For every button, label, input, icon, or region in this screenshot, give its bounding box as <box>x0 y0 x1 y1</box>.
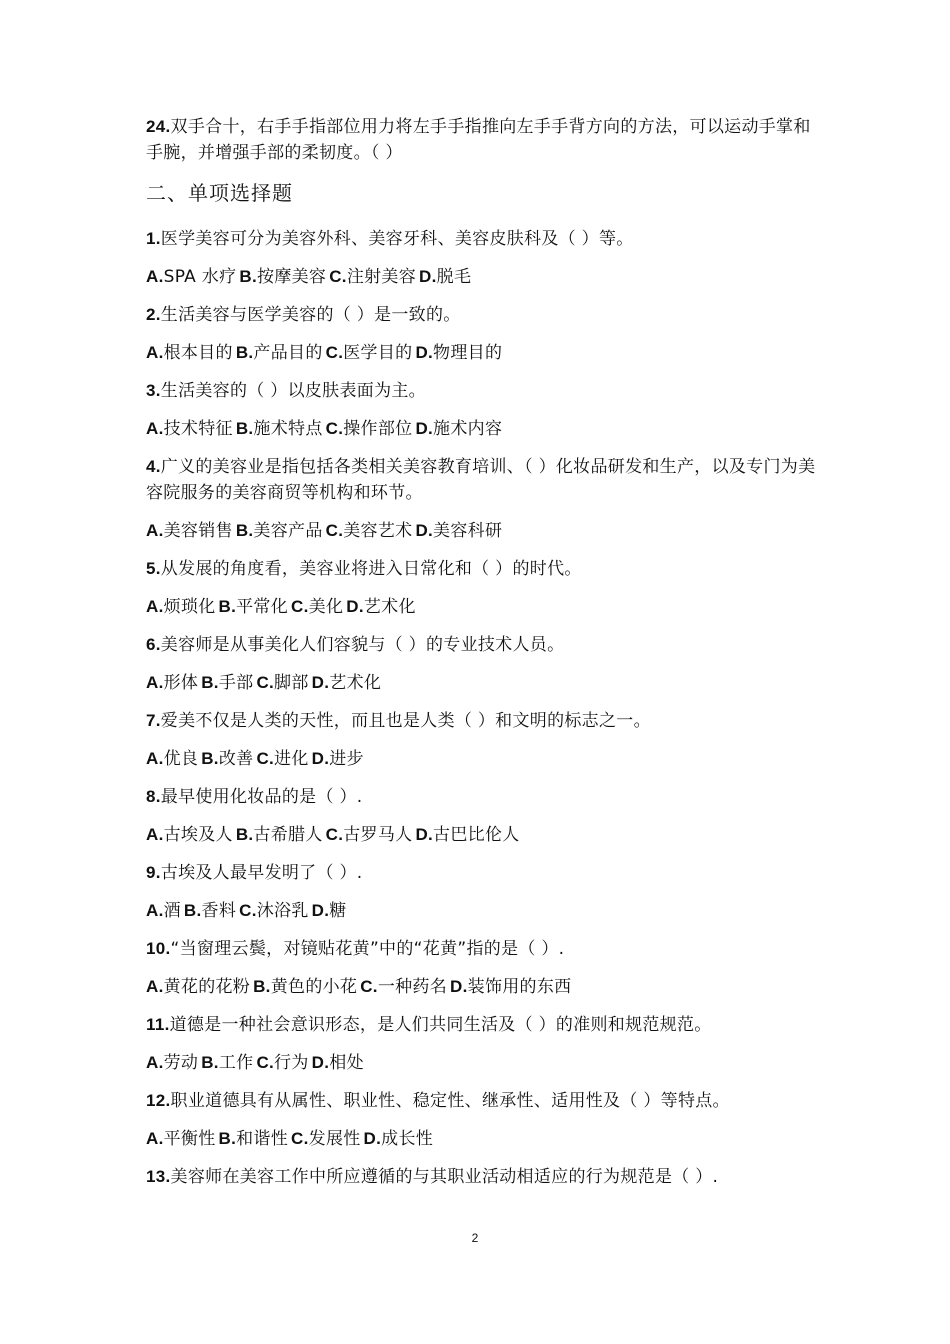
answer-option <box>146 419 233 439</box>
option-letter: D. <box>311 1053 330 1072</box>
option-text: 劳动 <box>163 1053 199 1073</box>
option-text: 进化 <box>274 749 309 769</box>
question-text: 美容师是从事美化人们容貌与（ ）的专业技术人员。 <box>160 635 565 655</box>
option-text: 平常化 <box>236 597 289 617</box>
option-letter: C. <box>325 521 344 540</box>
option-text: 烦琐化 <box>163 597 216 617</box>
question-number: 7. <box>146 711 161 730</box>
option-text: 古罗马人 <box>343 825 413 845</box>
answer-option <box>146 977 250 997</box>
answer-option <box>146 825 233 845</box>
option-letter: B. <box>218 1129 237 1148</box>
answer-option <box>450 977 571 997</box>
question-number: 4. <box>146 457 161 476</box>
answer-option <box>146 343 233 363</box>
option-letter: D. <box>311 749 330 768</box>
question-number: 2. <box>146 305 161 324</box>
option-text: 施术内容 <box>433 419 503 439</box>
answer-option <box>239 267 326 287</box>
question-number: 24. <box>146 117 171 136</box>
answer-option <box>326 419 413 439</box>
option-text: 香料 <box>201 901 237 921</box>
option-text: 技术特征 <box>163 419 233 439</box>
question-number: 3. <box>146 381 161 400</box>
answer-option <box>146 749 198 769</box>
option-text: 平衡性 <box>163 1129 216 1149</box>
option-letter: A. <box>146 1129 164 1148</box>
question-number: 6. <box>146 635 161 654</box>
answer-option <box>146 901 181 921</box>
answer-option <box>326 521 413 541</box>
option-text: 产品目的 <box>253 343 323 363</box>
answer-option <box>146 1129 216 1149</box>
answer-option <box>312 673 382 693</box>
question-text: 职业道德具有从属性、职业性、稳定性、继承性、适用性及（ ）等特点。 <box>170 1091 730 1111</box>
answer-options <box>146 340 816 366</box>
answer-option <box>291 1129 361 1149</box>
option-letter: C. <box>360 977 378 996</box>
option-letter: B. <box>235 825 254 844</box>
option-letter: B. <box>239 267 258 286</box>
answer-option <box>326 825 413 845</box>
question-number: 13. <box>146 1167 171 1186</box>
option-text: 美容科研 <box>433 521 503 541</box>
option-text: 改善 <box>218 749 254 769</box>
answer-option <box>346 597 416 617</box>
option-text: 施术特点 <box>253 419 323 439</box>
option-letter: B. <box>201 1053 219 1072</box>
option-letter: B. <box>218 597 237 616</box>
option-letter: D. <box>311 673 330 692</box>
option-text: 医学目的 <box>343 343 413 363</box>
option-letter: A. <box>146 749 164 768</box>
answer-option <box>256 749 308 769</box>
option-text: 操作部位 <box>343 419 413 439</box>
question-number: 11. <box>146 1015 170 1034</box>
option-text: 物理目的 <box>433 343 503 363</box>
option-letter: C. <box>329 267 347 286</box>
option-letter: A. <box>146 597 164 616</box>
page-number: 2 <box>471 1231 479 1245</box>
answer-option <box>146 521 233 541</box>
option-letter: C. <box>325 419 344 438</box>
answer-option <box>415 419 502 439</box>
answer-option <box>239 901 309 921</box>
answer-options <box>146 746 816 772</box>
option-letter: B. <box>201 673 219 692</box>
answer-options <box>146 974 816 1000</box>
option-letter: B. <box>253 977 271 996</box>
answer-option <box>415 825 519 845</box>
answer-option <box>201 673 253 693</box>
answer-option <box>312 1053 364 1073</box>
option-letter: D. <box>346 597 364 616</box>
option-letter: D. <box>419 267 437 286</box>
question-text: 医学美容可分为美容外科、美容牙科、美容皮肤科及（ ）等。 <box>160 229 634 249</box>
option-letter: C. <box>239 901 257 920</box>
option-text: 进步 <box>329 749 364 769</box>
question-item <box>146 1012 816 1038</box>
option-text: 古埃及人 <box>163 825 233 845</box>
question-text: 古埃及人最早发明了（ ）. <box>160 863 363 883</box>
answer-options <box>146 264 816 290</box>
option-text: 美容销售 <box>163 521 233 541</box>
option-text: 相处 <box>329 1053 364 1073</box>
question-number: 9. <box>146 863 161 882</box>
option-letter: D. <box>415 521 434 540</box>
option-letter: A. <box>146 673 164 692</box>
answer-option <box>360 977 447 997</box>
option-letter: A. <box>146 419 164 438</box>
question-text: 道德是一种社会意识形态，是人们共同生活及（ ）的准则和规范规范。 <box>169 1015 712 1035</box>
question-item <box>146 860 816 886</box>
question-item <box>146 1088 816 1114</box>
answer-option <box>236 825 323 845</box>
option-text: 美容产品 <box>253 521 323 541</box>
answer-option <box>184 901 236 921</box>
option-letter: D. <box>415 419 434 438</box>
answer-options <box>146 594 816 620</box>
option-letter: B. <box>235 521 254 540</box>
answer-option <box>364 1129 434 1149</box>
option-letter: A. <box>146 521 164 540</box>
answer-option <box>146 673 198 693</box>
question-text: 爱美不仅是人类的天性，而且也是人类（ ）和文明的标志之一。 <box>160 711 651 731</box>
option-text: 成长性 <box>381 1129 434 1149</box>
answer-option <box>201 1053 253 1073</box>
question-item <box>146 226 816 252</box>
option-letter: D. <box>363 1129 382 1148</box>
option-letter: C. <box>291 597 309 616</box>
option-letter: A. <box>146 1053 164 1072</box>
answer-options <box>146 416 816 442</box>
option-letter: A. <box>146 901 164 920</box>
question-text: 生活美容与医学美容的（ ）是一致的。 <box>160 305 461 325</box>
question-text: 美容师在美容工作中所应遵循的与其职业活动相适应的行为规范是（ ）. <box>170 1167 719 1187</box>
answer-options <box>146 1050 816 1076</box>
option-letter: B. <box>235 419 254 438</box>
answer-option <box>219 1129 289 1149</box>
option-text: 古巴比伦人 <box>433 825 520 845</box>
option-letter: C. <box>291 1129 309 1148</box>
answer-options <box>146 898 816 924</box>
option-letter: C. <box>325 825 344 844</box>
question-number: 10. <box>146 939 171 958</box>
question-24 <box>146 114 816 166</box>
answer-option <box>256 673 308 693</box>
option-letter: A. <box>146 825 164 844</box>
question-text: 广义的美容业是指包括各类相关美容教育培训、（ ）化妆品研发和生产，以及专门为美容院服务的美容商贸等机构和环节。 <box>146 457 816 503</box>
option-letter: A. <box>146 977 164 996</box>
answer-option <box>415 521 502 541</box>
answer-option <box>201 749 253 769</box>
answer-option <box>291 597 343 617</box>
answer-options <box>146 822 816 848</box>
option-text: 黄花的花粉 <box>163 977 251 997</box>
answer-option <box>312 901 347 921</box>
answer-option <box>326 343 413 363</box>
question-item <box>146 784 816 810</box>
page-content <box>146 114 816 1202</box>
option-text: 脚部 <box>274 673 309 693</box>
question-item <box>146 454 816 506</box>
option-letter: D. <box>311 901 330 920</box>
answer-option <box>236 343 323 363</box>
option-text: 沐浴乳 <box>256 901 309 921</box>
option-text: 美容艺术 <box>343 521 413 541</box>
option-text: 美化 <box>308 597 344 617</box>
option-letter: B. <box>183 901 202 920</box>
option-text: 糖 <box>329 901 347 921</box>
answer-option <box>236 419 323 439</box>
question-text: 双手合十，右手手指部位用力将左手手指推向左手手背方向的方法，可以运动手掌和手腕，并增强手部的柔韧度。（ ） <box>146 117 811 163</box>
option-letter: D. <box>415 825 434 844</box>
option-letter: C. <box>256 749 275 768</box>
option-text: 古希腊人 <box>253 825 323 845</box>
question-item <box>146 708 816 734</box>
option-letter: D. <box>415 343 434 362</box>
answer-options <box>146 1126 816 1152</box>
question-text: “当窗理云鬓，对镜贴花黄”中的“花黄”指的是（ ）. <box>170 939 565 959</box>
option-letter: A. <box>146 343 164 362</box>
option-text: 行为 <box>274 1053 309 1073</box>
question-item <box>146 302 816 328</box>
option-text: 注射美容 <box>346 267 417 287</box>
option-text: SPA 水疗 <box>163 267 237 287</box>
option-letter: C. <box>325 343 344 362</box>
answer-option <box>256 1053 308 1073</box>
option-text: 根本目的 <box>163 343 233 363</box>
question-list <box>146 226 816 1190</box>
question-item <box>146 378 816 404</box>
question-text: 生活美容的（ ）以皮肤表面为主。 <box>160 381 426 401</box>
option-letter: C. <box>256 1053 275 1072</box>
question-number: 5. <box>146 559 161 578</box>
question-number: 12. <box>146 1091 171 1110</box>
answer-option <box>329 267 416 287</box>
answer-option <box>415 343 502 363</box>
question-text: 从发展的角度看，美容业将进入日常化和（ ）的时代。 <box>160 559 582 579</box>
option-text: 发展性 <box>308 1129 361 1149</box>
question-item <box>146 556 816 582</box>
option-letter: D. <box>450 977 468 996</box>
section-heading: 二、单项选择题 <box>146 181 293 205</box>
answer-options <box>146 518 816 544</box>
answer-option <box>219 597 289 617</box>
option-text: 一种药名 <box>377 977 448 997</box>
option-text: 艺术化 <box>329 673 382 693</box>
answer-option <box>146 1053 198 1073</box>
option-text: 按摩美容 <box>257 267 327 287</box>
option-text: 装饰用的东西 <box>467 977 572 997</box>
question-text: 最早使用化妆品的是（ ）. <box>160 787 363 807</box>
option-text: 优良 <box>163 749 199 769</box>
question-number: 8. <box>146 787 161 806</box>
answer-option <box>146 267 236 287</box>
question-item <box>146 632 816 658</box>
option-letter: B. <box>201 749 219 768</box>
option-text: 工作 <box>218 1053 254 1073</box>
question-number: 1. <box>146 229 161 248</box>
option-text: 手部 <box>218 673 254 693</box>
option-letter: C. <box>256 673 275 692</box>
answer-option <box>419 267 471 287</box>
answer-option <box>146 597 216 617</box>
option-text: 和谐性 <box>236 1129 289 1149</box>
option-text: 艺术化 <box>363 597 416 617</box>
option-text: 黄色的小花 <box>270 977 358 997</box>
question-item <box>146 936 816 962</box>
option-letter: B. <box>235 343 254 362</box>
question-item <box>146 1164 816 1190</box>
option-text: 脱毛 <box>436 267 472 287</box>
answer-option <box>312 749 364 769</box>
option-text: 形体 <box>163 673 199 693</box>
answer-options <box>146 670 816 696</box>
answer-option <box>253 977 357 997</box>
option-text: 酒 <box>163 901 181 921</box>
answer-option <box>236 521 323 541</box>
option-letter: A. <box>146 267 164 286</box>
